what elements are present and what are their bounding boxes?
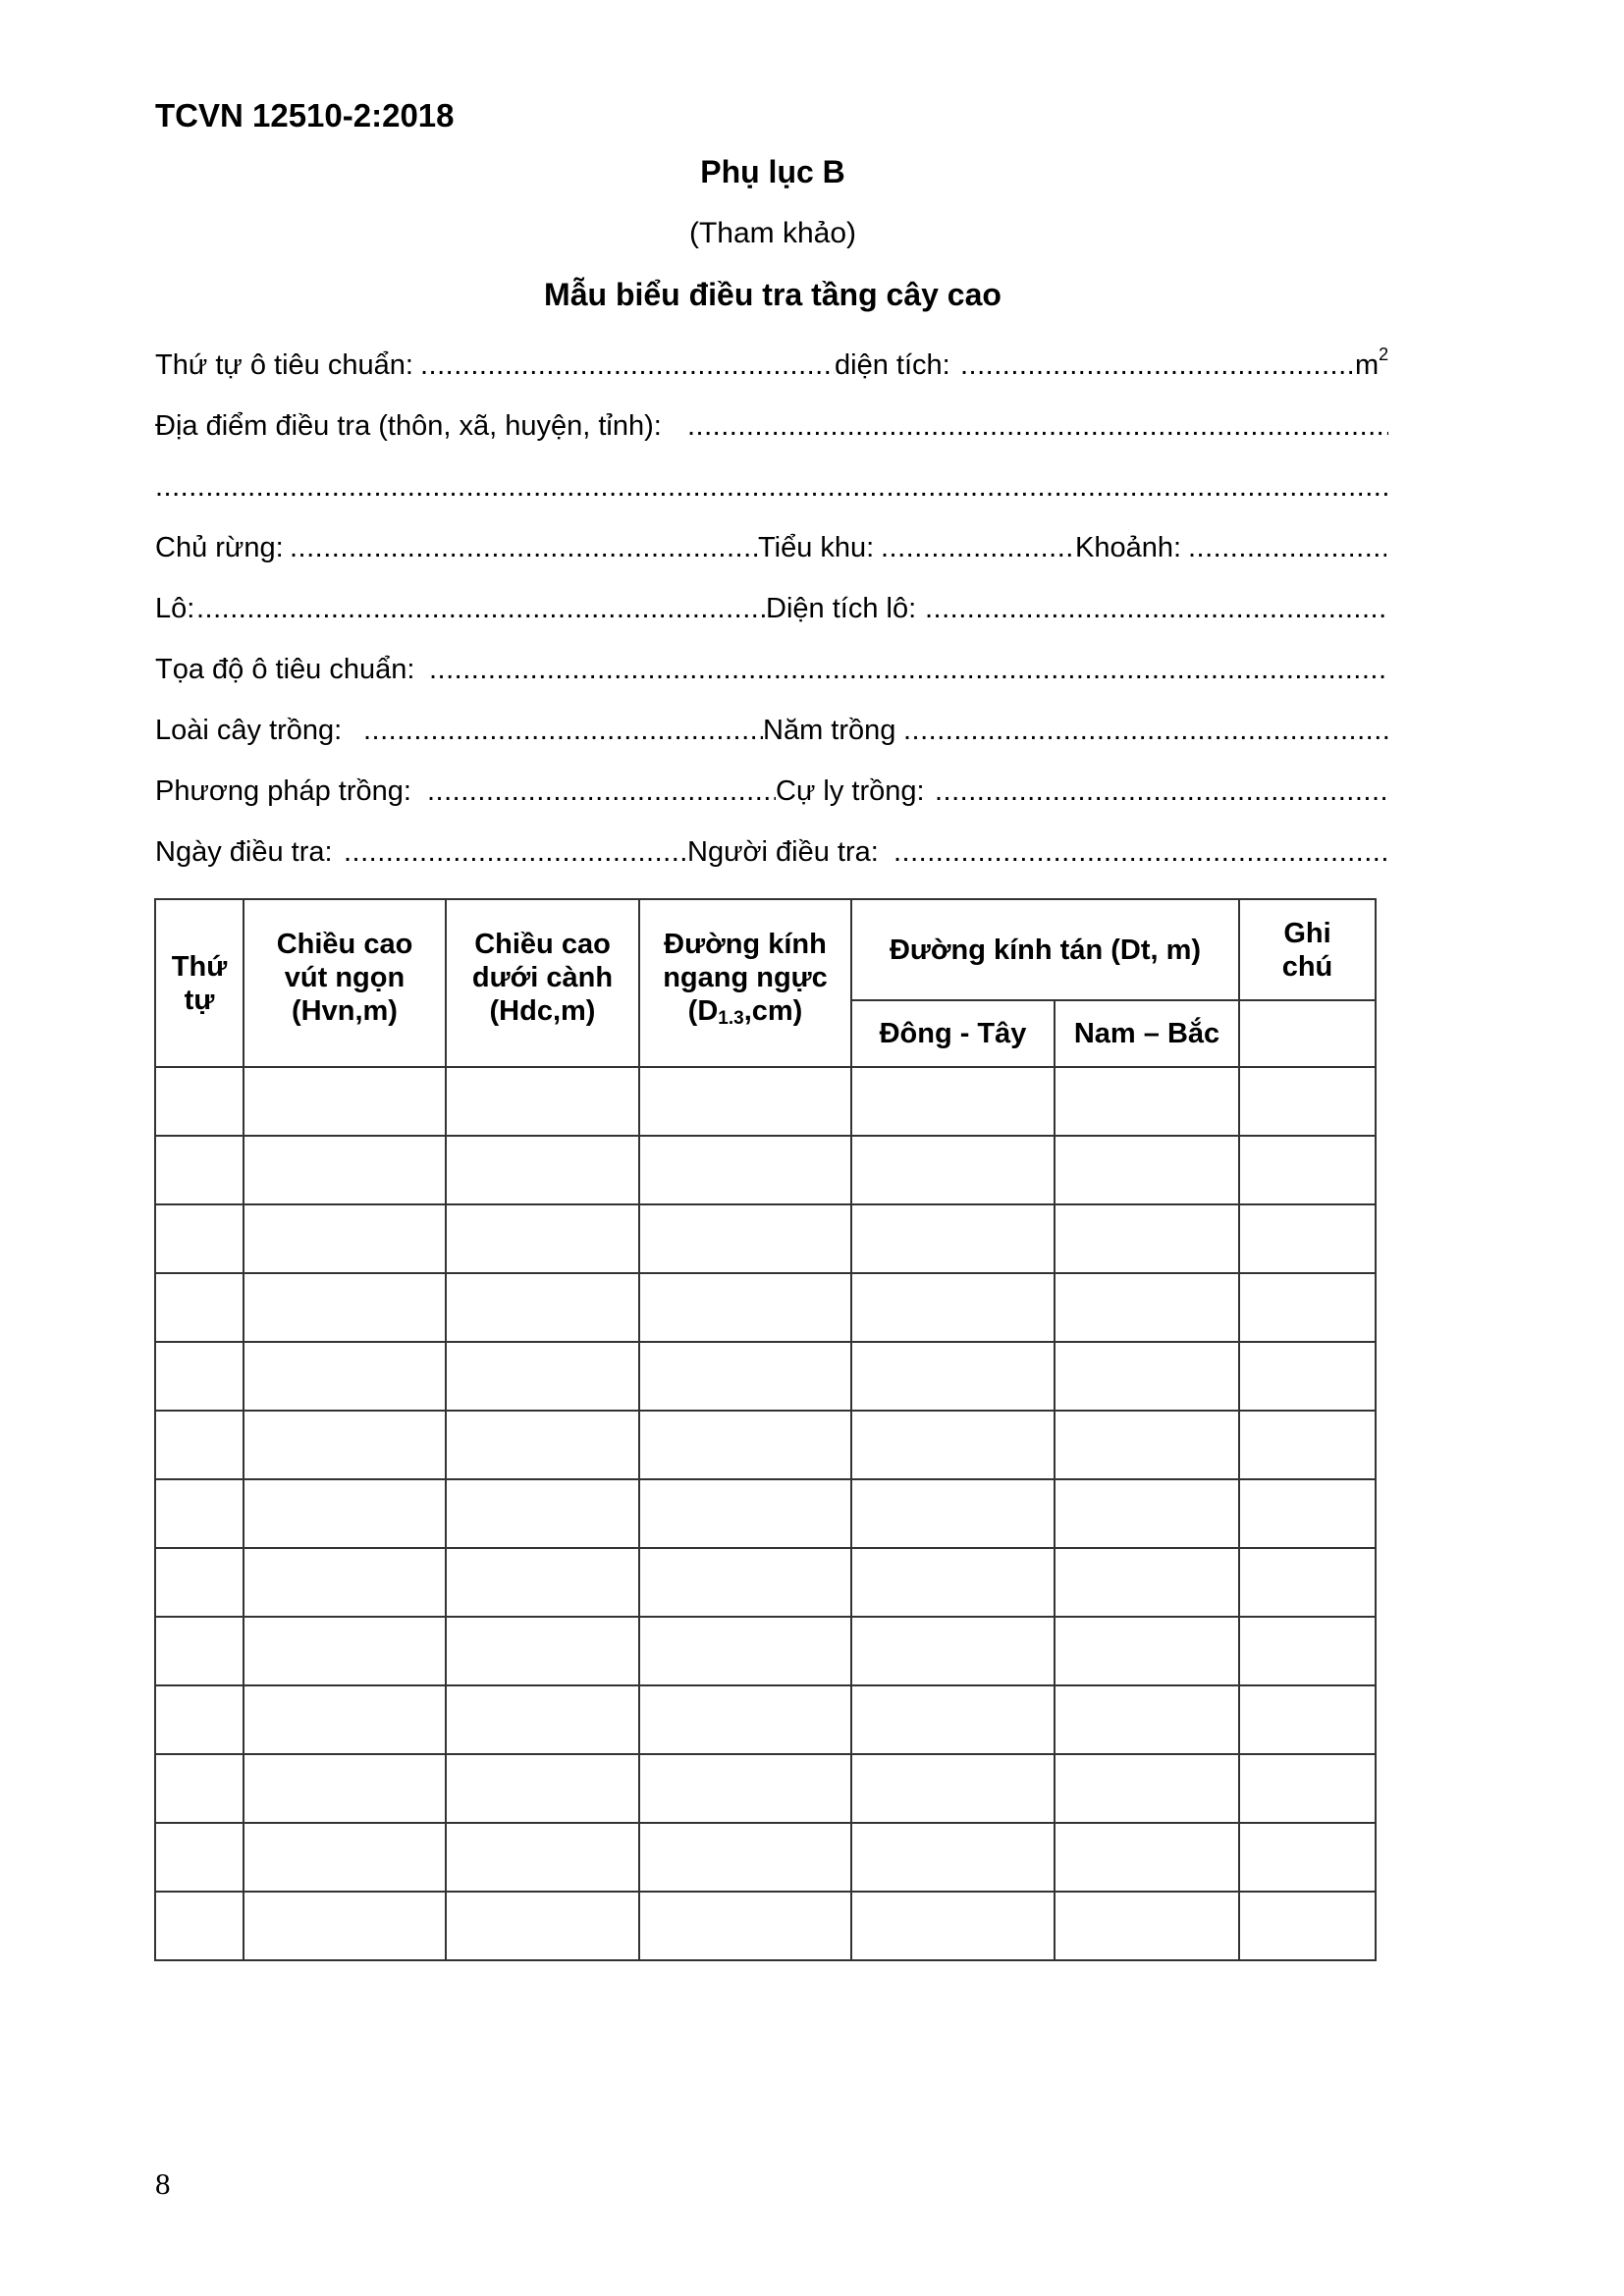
- cell-branch-height[interactable]: [446, 1067, 639, 1136]
- header-branch-height: [446, 899, 639, 1067]
- cell-order[interactable]: [155, 1548, 244, 1617]
- table-row: [155, 1548, 1376, 1617]
- cell-notes[interactable]: [1239, 1342, 1376, 1411]
- surveyor-field[interactable]: [893, 832, 1386, 872]
- cell-east-west[interactable]: [851, 1617, 1055, 1685]
- cell-east-west[interactable]: [851, 1754, 1055, 1823]
- cell-order[interactable]: [155, 1754, 244, 1823]
- cell-order[interactable]: [155, 1892, 244, 1960]
- cell-branch-height[interactable]: [446, 1892, 639, 1960]
- cell-total-height[interactable]: [244, 1479, 446, 1548]
- header-order: [155, 899, 244, 1067]
- location-field[interactable]: [687, 406, 1388, 446]
- header-dbh: [639, 899, 851, 1067]
- cell-branch-height[interactable]: [446, 1685, 639, 1754]
- header-dbh-line1: Đường kính: [664, 929, 827, 960]
- cell-notes[interactable]: [1239, 1892, 1376, 1960]
- cell-total-height[interactable]: [244, 1273, 446, 1342]
- cell-branch-height[interactable]: [446, 1204, 639, 1273]
- cell-dbh[interactable]: [639, 1617, 851, 1685]
- planting-method-field[interactable]: [427, 772, 776, 811]
- cell-order[interactable]: [155, 1204, 244, 1273]
- cell-east-west[interactable]: [851, 1411, 1055, 1479]
- table-row: [155, 1892, 1376, 1960]
- form-line-plot-order: [155, 346, 1388, 385]
- area-unit-base: m: [1355, 349, 1380, 381]
- cell-dbh[interactable]: [639, 1342, 851, 1411]
- cell-north-south[interactable]: [1055, 1823, 1239, 1892]
- form-line-location: [155, 406, 1388, 446]
- compartment-label: Khoảnh:: [1075, 532, 1182, 563]
- lot-label: Lô:: [155, 593, 195, 624]
- planting-year-label: Năm trồng: [763, 715, 896, 746]
- cell-east-west[interactable]: [851, 1892, 1055, 1960]
- cell-total-height[interactable]: [244, 1136, 446, 1204]
- cell-notes[interactable]: [1239, 1411, 1376, 1479]
- cell-total-height[interactable]: [244, 1204, 446, 1273]
- area-unit-exponent: 2: [1379, 345, 1389, 365]
- form-line-lot: [155, 589, 1388, 628]
- planting-method-label: Phương pháp trồng:: [155, 775, 411, 807]
- header-east-west: Đông - Tây: [851, 1000, 1055, 1067]
- cell-order[interactable]: [155, 1411, 244, 1479]
- cell-dbh[interactable]: [639, 1273, 851, 1342]
- cell-dbh[interactable]: [639, 1479, 851, 1548]
- header-dbh-unit-prefix: (D: [687, 995, 719, 1027]
- cell-north-south[interactable]: [1055, 1617, 1239, 1685]
- header-notes-line2: chú: [1281, 950, 1333, 983]
- forest-owner-field[interactable]: [290, 528, 758, 567]
- table-row: [155, 1754, 1376, 1823]
- cell-notes[interactable]: [1239, 1617, 1376, 1685]
- cell-order[interactable]: [155, 1617, 244, 1685]
- cell-branch-height[interactable]: [446, 1342, 639, 1411]
- plot-order-label: Thứ tự ô tiêu chuẩn:: [155, 349, 413, 381]
- header-branch-height-line1: Chiều cao: [474, 929, 611, 960]
- sub-compartment-field[interactable]: [881, 528, 1075, 567]
- header-total-height-line2: vút ngọn: [284, 962, 406, 993]
- cell-notes[interactable]: [1239, 1273, 1376, 1342]
- cell-total-height[interactable]: [244, 1685, 446, 1754]
- cell-total-height[interactable]: [244, 1823, 446, 1892]
- cell-north-south[interactable]: [1055, 1411, 1239, 1479]
- header-order-line1: Thứ: [171, 950, 228, 983]
- surveyor-label: Người điều tra:: [687, 836, 879, 868]
- cell-branch-height[interactable]: [446, 1617, 639, 1685]
- header-dbh-unit: [640, 994, 850, 1036]
- lot-area-field[interactable]: [925, 589, 1388, 628]
- table-row: [155, 1411, 1376, 1479]
- cell-notes[interactable]: [1239, 1754, 1376, 1823]
- cell-branch-height[interactable]: [446, 1479, 639, 1548]
- location-label: Địa điểm điều tra (thôn, xã, huyện, tỉnh):: [155, 410, 662, 442]
- standard-code: TCVN 12510-2:2018: [155, 97, 455, 133]
- table-row: [155, 1823, 1376, 1892]
- plot-coordinates-label: Tọa độ ô tiêu chuẩn:: [155, 654, 415, 685]
- cell-north-south[interactable]: [1055, 1892, 1239, 1960]
- cell-branch-height[interactable]: [446, 1548, 639, 1617]
- cell-total-height[interactable]: [244, 1617, 446, 1685]
- header-notes-sub: [1239, 1000, 1376, 1067]
- cell-dbh[interactable]: [639, 1067, 851, 1136]
- form-title: Mẫu biểu điều tra tầng cây cao: [544, 277, 1001, 312]
- compartment-field[interactable]: [1188, 528, 1386, 567]
- header-dbh-unit-suffix: ,cm): [743, 995, 803, 1027]
- cell-dbh[interactable]: [639, 1823, 851, 1892]
- form-line-method: [155, 772, 1388, 811]
- area-field[interactable]: [960, 346, 1355, 385]
- form-line-location-continued: [155, 467, 1388, 507]
- plot-order-field[interactable]: [420, 346, 835, 385]
- table-row: [155, 1136, 1376, 1204]
- cell-notes[interactable]: [1239, 1548, 1376, 1617]
- appendix-title: Phụ lục B: [700, 154, 845, 189]
- cell-order[interactable]: [155, 1479, 244, 1548]
- cell-dbh[interactable]: [639, 1685, 851, 1754]
- cell-north-south[interactable]: [1055, 1273, 1239, 1342]
- header-crown-diameter: Đường kính tán (Dt, m): [851, 899, 1239, 1000]
- cell-order[interactable]: [155, 1685, 244, 1754]
- cell-north-south[interactable]: [1055, 1754, 1239, 1823]
- table-row: [155, 1273, 1376, 1342]
- forest-owner-label: Chủ rừng:: [155, 532, 284, 563]
- survey-date-label: Ngày điều tra:: [155, 836, 333, 868]
- cell-total-height[interactable]: [244, 1067, 446, 1136]
- cell-branch-height[interactable]: [446, 1273, 639, 1342]
- cell-east-west[interactable]: [851, 1136, 1055, 1204]
- cell-dbh[interactable]: [639, 1204, 851, 1273]
- cell-branch-height[interactable]: [446, 1411, 639, 1479]
- cell-notes[interactable]: [1239, 1067, 1376, 1136]
- header-branch-height-line2: dưới cành: [471, 962, 614, 993]
- header-total-height-line3: (Hvn,m): [292, 995, 398, 1027]
- cell-total-height[interactable]: [244, 1892, 446, 1960]
- cell-north-south[interactable]: [1055, 1342, 1239, 1411]
- species-label: Loài cây trồng:: [155, 715, 351, 746]
- table-row: [155, 1342, 1376, 1411]
- cell-branch-height[interactable]: [446, 1823, 639, 1892]
- cell-dbh[interactable]: [639, 1136, 851, 1204]
- cell-east-west[interactable]: [851, 1067, 1055, 1136]
- header-dbh-unit-subscript: 1.3: [718, 1008, 744, 1029]
- cell-north-south[interactable]: [1055, 1548, 1239, 1617]
- area-label: diện tích:: [835, 349, 950, 381]
- cell-total-height[interactable]: [244, 1342, 446, 1411]
- cell-order[interactable]: [155, 1273, 244, 1342]
- table-row: [155, 1479, 1376, 1548]
- planting-spacing-field[interactable]: [935, 772, 1388, 811]
- table-body: [155, 1067, 1376, 1960]
- table-row: [155, 1204, 1376, 1273]
- lot-field[interactable]: [196, 589, 766, 628]
- cell-order[interactable]: [155, 1342, 244, 1411]
- header-notes: [1239, 899, 1376, 1000]
- cell-dbh[interactable]: [639, 1548, 851, 1617]
- planting-spacing-label: Cự ly trồng:: [776, 775, 925, 807]
- cell-order[interactable]: [155, 1067, 244, 1136]
- header-dbh-line2: ngang ngực: [663, 962, 828, 993]
- cell-east-west[interactable]: [851, 1548, 1055, 1617]
- cell-east-west[interactable]: [851, 1342, 1055, 1411]
- cell-east-west[interactable]: [851, 1823, 1055, 1892]
- header-total-height-line1: Chiều cao: [276, 929, 413, 960]
- plot-coordinates-field[interactable]: [429, 650, 1388, 689]
- cell-branch-height[interactable]: [446, 1754, 639, 1823]
- form-line-coordinates: [155, 650, 1388, 689]
- header-notes-line1: Ghi: [1283, 917, 1331, 949]
- cell-east-west[interactable]: [851, 1273, 1055, 1342]
- header-north-south: Nam – Bắc: [1055, 1000, 1239, 1067]
- cell-total-height[interactable]: [244, 1754, 446, 1823]
- table-row: [155, 1685, 1376, 1754]
- cell-east-west[interactable]: [851, 1204, 1055, 1273]
- cell-notes[interactable]: [1239, 1204, 1376, 1273]
- survey-table: [154, 898, 1377, 1961]
- cell-order[interactable]: [155, 1823, 244, 1892]
- cell-notes[interactable]: [1239, 1685, 1376, 1754]
- cell-north-south[interactable]: [1055, 1067, 1239, 1136]
- table-row: [155, 1067, 1376, 1136]
- sub-compartment-label: Tiểu khu:: [758, 532, 875, 563]
- cell-dbh[interactable]: [639, 1892, 851, 1960]
- cell-total-height[interactable]: [244, 1411, 446, 1479]
- cell-east-west[interactable]: [851, 1685, 1055, 1754]
- cell-notes[interactable]: [1239, 1823, 1376, 1892]
- cell-north-south[interactable]: [1055, 1685, 1239, 1754]
- location-field-continued[interactable]: [155, 467, 1388, 507]
- cell-order[interactable]: [155, 1136, 244, 1204]
- appendix-note: (Tham khảo): [688, 217, 857, 249]
- cell-north-south[interactable]: [1055, 1204, 1239, 1273]
- header-branch-height-line3: (Hdc,m): [489, 995, 596, 1027]
- form-line-survey-date: [155, 832, 1388, 872]
- cell-east-west[interactable]: [851, 1479, 1055, 1548]
- page-number: 8: [155, 2166, 171, 2201]
- header-total-height: [244, 899, 446, 1067]
- cell-notes[interactable]: [1239, 1479, 1376, 1548]
- table-row: [155, 1617, 1376, 1685]
- cell-north-south[interactable]: [1055, 1479, 1239, 1548]
- cell-north-south[interactable]: [1055, 1136, 1239, 1204]
- survey-date-field[interactable]: [344, 832, 687, 872]
- cell-notes[interactable]: [1239, 1136, 1376, 1204]
- species-field[interactable]: [363, 711, 763, 750]
- cell-dbh[interactable]: [639, 1411, 851, 1479]
- area-unit: [1355, 346, 1388, 385]
- form-line-species: [155, 711, 1388, 750]
- cell-dbh[interactable]: [639, 1754, 851, 1823]
- form-line-owner: [155, 528, 1388, 567]
- cell-total-height[interactable]: [244, 1548, 446, 1617]
- planting-year-field[interactable]: [903, 711, 1388, 750]
- cell-branch-height[interactable]: [446, 1136, 639, 1204]
- header-order-line2: tự: [184, 984, 215, 1016]
- lot-area-label: Diện tích lô:: [766, 593, 917, 624]
